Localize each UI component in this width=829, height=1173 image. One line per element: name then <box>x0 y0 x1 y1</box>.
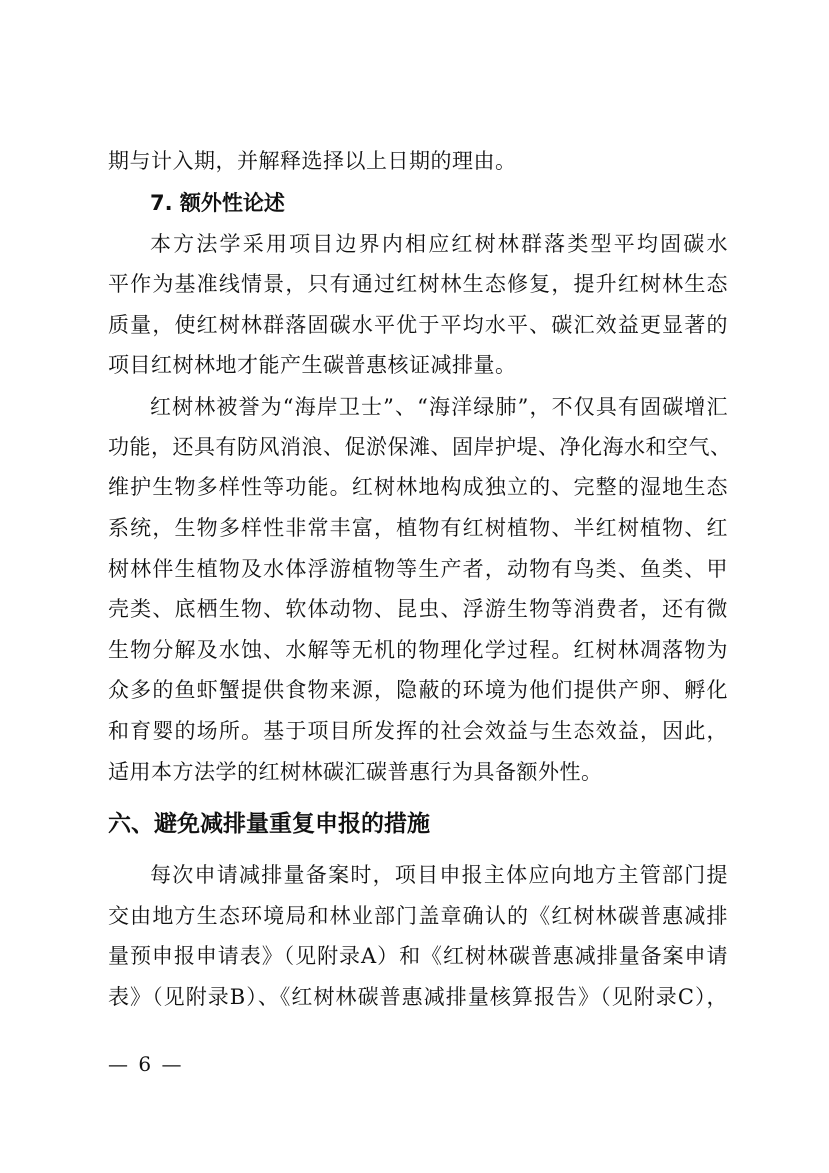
paragraph-line: 项目红树林地才能产生碳普惠核证减排量。 <box>108 353 517 377</box>
paragraph-line: 功能，还具有防风消浪、促淤保滩、固岸护堤、净化海水和空气、 <box>108 435 732 459</box>
paragraph-line: 每次申请减排量备案时，项目申报主体应向地方主管部门提 <box>150 863 728 887</box>
paragraph-line: 量预申报申请表》（见附录A）和《红树林碳普惠减排量备案申请 <box>108 944 728 968</box>
page-number: — 6 — <box>108 1052 184 1076</box>
paragraph-line: 和育婴的场所。基于项目所发挥的社会效益与生态效益，因此， <box>108 719 728 743</box>
paragraph-line: 适用本方法学的红树林碳汇碳普惠行为具备额外性。 <box>108 760 603 784</box>
paragraph-line: 红树林被誉为“海岸卫士”、“海洋绿肺”，不仅具有固碳增汇 <box>150 395 728 419</box>
paragraph-line: 系统，生物多样性非常丰富，植物有红树植物、半红树植物、红 <box>108 516 728 540</box>
paragraph-line: 生物分解及水蚀、水解等无机的物理化学过程。红树林凋落物为 <box>108 638 728 662</box>
paragraph-line: 质量，使红树林群落固碳水平优于平均水平、碳汇效益更显著的 <box>108 313 728 337</box>
paragraph-line: 平作为基准线情景，只有通过红树林生态修复，提升红树林生态 <box>108 272 728 296</box>
paragraph-line: 维护生物多样性等功能。红树林地构成独立的、完整的湿地生态 <box>108 475 728 499</box>
carry-over-line: 期与计入期，并解释选择以上日期的理由。 <box>108 149 517 173</box>
paragraph-line: 众多的鱼虾蟹提供食物来源，隐蔽的环境为他们提供产卵、孵化 <box>108 678 728 702</box>
section-6-heading: 六、避免减排量重复申报的措施 <box>108 811 430 837</box>
paragraph-line: 树林伴生植物及水体浮游植物等生产者，动物有鸟类、鱼类、甲 <box>108 557 728 581</box>
paragraph-line: 壳类、底栖生物、软体动物、昆虫、浮游生物等消费者，还有微 <box>108 597 728 621</box>
paragraph-line: 本方法学采用项目边界内相应红树林群落类型平均固碳水 <box>150 232 728 256</box>
paragraph-line: 交由地方生态环境局和林业部门盖章确认的《红树林碳普惠减排 <box>108 904 728 928</box>
paragraph-line: 表》（见附录B）、《红树林碳普惠减排量核算报告》（见附录C）， <box>108 985 728 1009</box>
section-7-heading: 7. 额外性论述 <box>150 191 285 215</box>
